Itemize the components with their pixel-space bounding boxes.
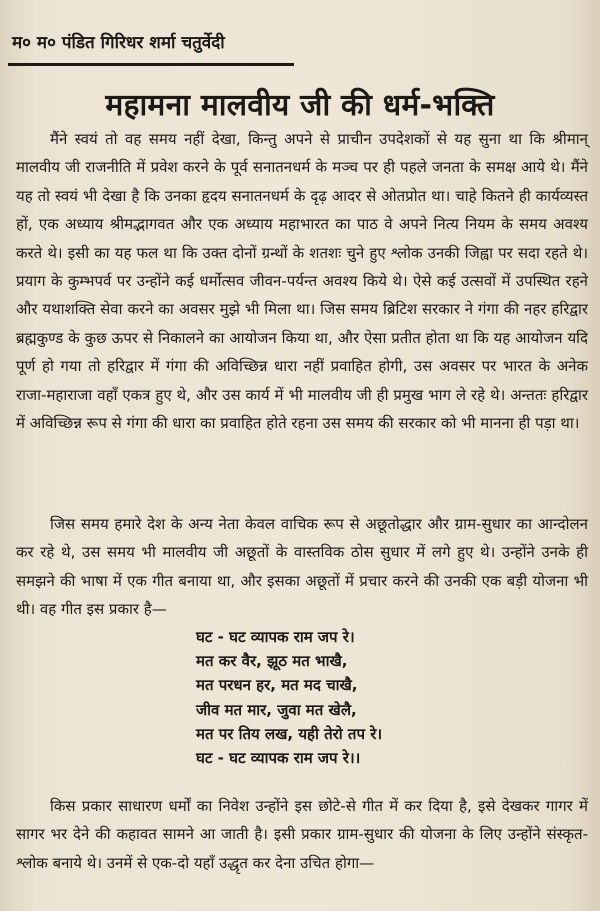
paragraph-1: मैंने स्वयं तो वह समय नहीं देखा, किन्तु अपने से प्राचीन उपदेशकों से यह सुना था कि श्रीमान् मालवीय जी राजनीति में प्रवेश करने के पूर्व सनातनधर्म के मञ्च पर ही पहले जनता के समक्ष आये थे। मैंने यह तो स्वयं भी देखा है कि उनका हृदय सनातनधर्म के दृढ़ आदर से ओतप्रोत था। चाहे कितने ही कार्यव्यस्त हों, एक अध्याय श्रीमद्भागवत और एक अध्याय महाभारत का पाठ वे अपने नित्य नियम के समय अवश्य करते थे। इसी का यह फल था कि उक्त दोनों ग्रन्थों के शतशः चुने हुए श्लोक उनकी जिह्वा पर सदा रहते थे। प्रयाग के कुम्भपर्व पर उन्होंने कई धर्मोत्सव जीवन-पर्यन्त अवश्य किये थे। ऐसे कई उत्सवों में उपस्थित रहने और यथाशक्ति सेवा करने का अवसर मुझे भी मिला था। जिस समय ब्रिटिश सरकार ने गंगा की नहर हरिद्वार ब्रह्मकुण्ड के कुछ ऊपर से निकालने का आयोजन किया था, और ऐसा प्रतीत होता था कि यह आयोजन यदि पूर्ण हो गया तो हरिद्वार में गंगा की अविच्छिन्न धारा नहीं प्रवाहित होगी, उस अवसर पर भारत के अनेक राजा-महाराजा वहाँ एकत्र हुए थे, और उस कार्य में भी मालवीय जी ही प्रमुख भाग ले रहे थे। अन्ततः हरिद्वार में अविच्छिन्न रूप से गंगा की धारा का प्रवाहित होते रहना उस समय की सरकार को भी मानना ही पड़ा था।: [16, 130, 588, 433]
poem-line: मत परधन हर, मत मद चाखै,: [196, 676, 358, 695]
poem-block: [196, 625, 496, 770]
poem-line: घट - घट व्यापक राम जप रे।: [196, 628, 355, 646]
poem-line: घट - घट व्यापक राम जप रे।।: [196, 749, 361, 768]
author-underline: [8, 63, 294, 66]
poem-line: मत कर वैर, झूठ मत भाखै,: [196, 652, 348, 671]
paragraph-2: जिस समय हमारे देश के अन्य नेता केवल वाचिक रूप से अछूतोद्धार और ग्राम-सुधार का आन्दोलन कर रहे थे, उस समय भी मालवीय जी अछूतों के वास्तविक ठोस सुधार में लगे हुए थे। उन्होंने उनके ही समझने की भाषा में एक गीत बनाया था, और इसका अछूतों में प्रचार करने की उनकी एक बड़ी योजना भी थी। वह गीत इस प्रकार है—: [16, 515, 588, 619]
poem-line: मत पर तिय लख, यही तेरो तप रे।: [196, 724, 383, 743]
article-title: महामना मालवीय जी की धर्म-भक्ति: [105, 88, 495, 123]
author-name: म० म० पंडित गिरिधर शर्मा चतुर्वेदी: [12, 33, 225, 53]
poem-line: जीव मत मार, जुवा मत खेलै,: [196, 700, 357, 719]
paragraph-3: किस प्रकार साधारण धर्मों का निवेश उन्होंने इस छोटे-से गीत में कर दिया है, इसे देखकर गागर में सागर भर देने की कहावत सामने आ जाती है। इसी प्रकार ग्राम-सुधार की योजना के लिए उन्होंने संस्कृत-श्लोक बनाये थे। उनमें से एक-दो यहाँ उद्धृत कर देना उचित होगा—: [16, 797, 588, 872]
